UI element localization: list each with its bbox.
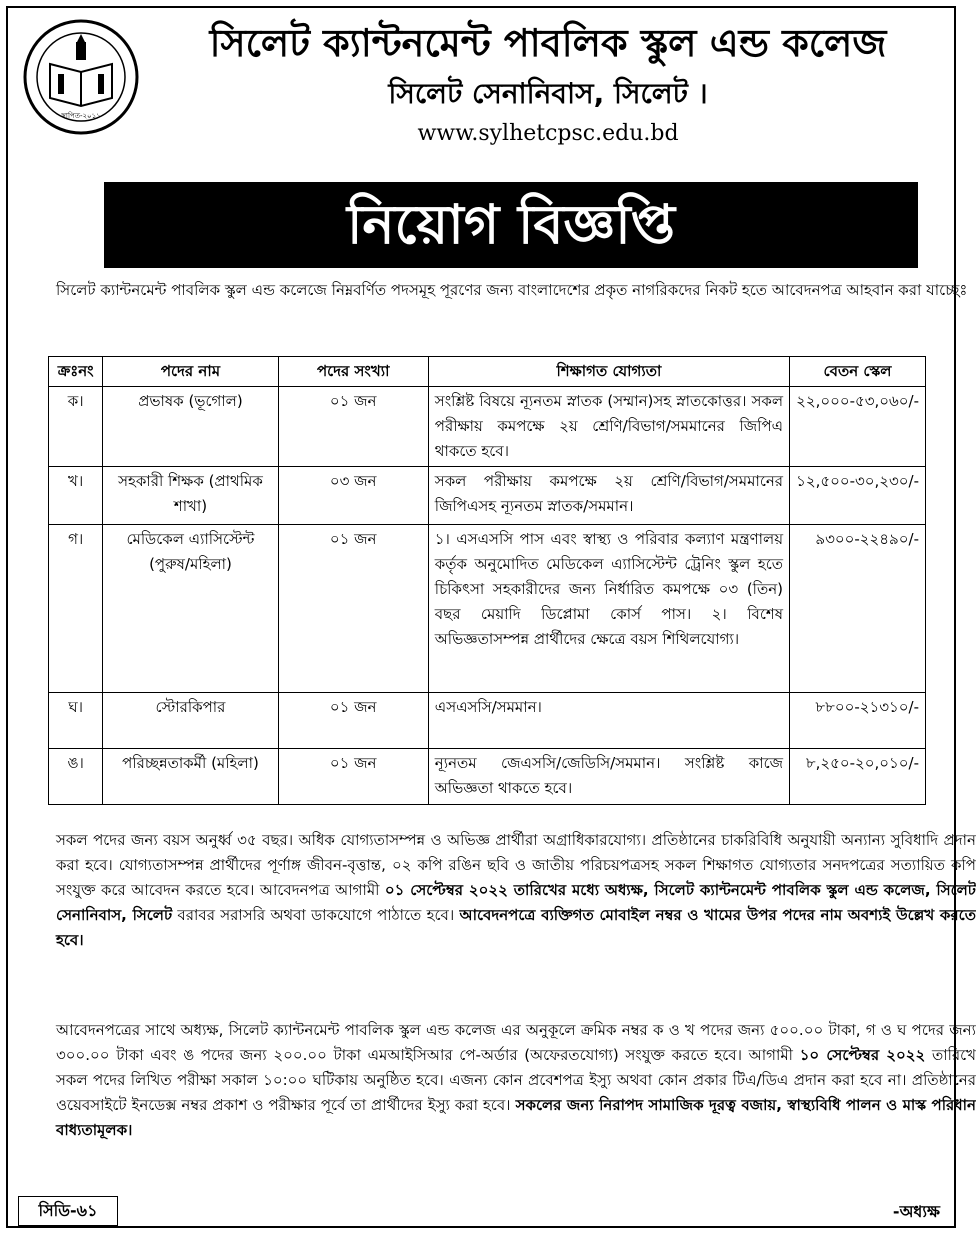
header-serial: ক্রঃনং (49, 357, 103, 387)
row-qualification: এসএসসি/সমমান। (428, 693, 789, 749)
table-row (49, 387, 926, 467)
row-pay-scale: ৮৮০০-২১৩১০/- (790, 693, 926, 749)
table-row (49, 749, 926, 805)
row-post-name: প্রভাষক (ভূগোল) (103, 387, 278, 467)
row-post-count: ০১ জন (278, 749, 428, 805)
paragraph-1 (20, 278, 976, 303)
school-website[interactable]: www.sylhetcpsc.edu.bd (417, 121, 679, 146)
header-pay-scale: বেতন স্কেল (790, 357, 926, 387)
row-post-count: ০১ জন (278, 387, 428, 467)
health-note: সকলের জন্য নিরাপদ সামাজিক দূরত্ব বজায়, স্বাস্থ্যবিধি পালন ও মাস্ক পরিধান বাধ্যতামূলক। (56, 1096, 976, 1139)
row-serial: গ। (49, 525, 103, 693)
row-post-count: ০১ জন (278, 693, 428, 749)
school-seal-logo (22, 18, 140, 136)
posts-table (48, 356, 926, 805)
deadline-text: ০১ সেপ্টেম্বর ২০২২ তারিখের মধ্যে অধ্যক্ষ, সিলেট ক্যান্টনমেন্ট পাবলিক স্কুল এন্ড কলেজ, সিলেট সেনানিবাস, সিলেট (56, 881, 976, 924)
mandatory-note: আবেদনপত্রে ব্যক্তিগত মোবাইল নম্বর ও খামের উপর পদের নাম অবশ্যই উল্লেখ করতে হবে। (56, 906, 976, 949)
paragraph-number (20, 828, 56, 853)
paragraph-3 (20, 1018, 976, 1143)
row-post-name: স্টোরকিপার (103, 693, 278, 749)
paragraph-2 (20, 828, 976, 953)
row-post-count: ০১ জন (278, 525, 428, 693)
row-pay-scale: ৯৩০০-২২৪৯০/- (790, 525, 926, 693)
table-row (49, 693, 926, 749)
row-qualification: সকল পরীক্ষায় কমপক্ষে ২য় শ্রেণি/বিভাগ/সমমানের জিপিএসহ ন্যূনতম স্নাতক/সমমান। (428, 467, 789, 525)
row-serial: ঘ। (49, 693, 103, 749)
row-serial: ঙ। (49, 749, 103, 805)
table-row (49, 467, 926, 525)
row-post-name: সহকারী শিক্ষক (প্রাথমিক শাখা) (103, 467, 278, 525)
table-row (49, 525, 926, 693)
paragraph-text-a: সকল পদের জন্য বয়স অনুর্ধ্ব ৩৫ বছর। অধিক যোগ্যতাসম্পন্ন ও অভিজ্ঞ প্রার্থীরা অগ্রাধিকারযোগ্য। প্রতিষ্ঠানের চাকরিবিধি অনুযায়ী অন্যান্য সুবিধাদি প্রদান করা হবে। যোগ্যতাসম্পন্ন প্রার্থীদের পূর্ণাঙ্গ জীবন-বৃত্তান্ত, ০২ কপি রঙিন ছবি ও জাতীয় পরিচয়পত্রসহ সকল শিক্ষাগত যোগ্যতার সনদপত্রের সত্যায়িত কপি সংযুক্ত করে আবেদন করতে হবে। আবেদনপত্র আগামী (56, 831, 976, 899)
row-qualification: সংশ্লিষ্ট বিষয়ে ন্যূনতম স্নাতক (সম্মান)সহ স্নাতকোত্তর। সকল পরীক্ষায় কমপক্ষে ২য় শ্রেণি/বিভাগ/সমমানের জিপিএ থাকতে হবে। (428, 387, 789, 467)
row-pay-scale: ৮,২৫০-২০,০১০/- (790, 749, 926, 805)
recruitment-notice-banner: নিয়োগ বিজ্ঞপ্তি (104, 182, 918, 268)
header-post-name: পদের নাম (103, 357, 278, 387)
table-header-row (49, 357, 926, 387)
paragraph-number (20, 1018, 56, 1043)
notice-page (6, 6, 976, 1228)
exam-date: ১০ সেপ্টেম্বর ২০২২ (799, 1046, 926, 1064)
row-qualification: ন্যূনতম জেএসসি/জেডিসি/সমমান। সংশ্লিষ্ট কাজে অভিজ্ঞতা থাকতে হবে। (428, 749, 789, 805)
paragraph-text-a: আবেদনপত্রের সাথে অধ্যক্ষ, সিলেট ক্যান্টনমেন্ট পাবলিক স্কুল এন্ড কলেজ এর অনুকূলে ক্রমিক নম্বর ক ও খ পদের জন্য ৫০০.০০ টাকা, গ ও ঘ পদের জন্য ৩০০.০০ টাকা এবং ঙ পদের জন্য ২০০.০০ টাকা এমআইসিআর পে-অর্ডার (অফেরতযোগ্য) সংযুক্ত করতে হবে। আগামী (56, 1021, 976, 1064)
paragraph-number (20, 278, 56, 303)
row-post-name: পরিচ্ছন্নতাকর্মী (মহিলা) (103, 749, 278, 805)
row-serial: ক। (49, 387, 103, 467)
principal-signature: -অধ্যক্ষ (892, 1202, 940, 1221)
notice-code: সিডি-৬১ (18, 1196, 118, 1226)
seal-year-text: স্থাপিত-২০১১ (61, 112, 101, 120)
school-name: সিলেট ক্যান্টনমেন্ট পাবলিক স্কুল এন্ড কলেজ (209, 21, 887, 65)
row-qualification: ১। এসএসসি পাস এবং স্বাস্থ্য ও পরিবার কল্যাণ মন্ত্রণালয় কর্তৃক অনুমোদিত মেডিকেল এ্যাসিস্টেন্ট ট্রেনিং স্কুল হতে চিকিৎসা সহকারীদের জন্য নির্ধারিত কমপক্ষে ০৩ (তিন) বছর মেয়াদি ডিপ্লোমা কোর্স পাস। ২। বিশেষ অভিজ্ঞতাসম্পন্ন প্রার্থীদের ক্ষেত্রে বয়স শিথিলযোগ্য। (428, 525, 789, 693)
header-qualification: শিক্ষাগত যোগ্যতা (428, 357, 789, 387)
row-serial: খ। (49, 467, 103, 525)
school-address: সিলেট সেনানিবাস, সিলেট । (388, 77, 708, 110)
row-pay-scale: ২২,০০০-৫৩,০৬০/- (790, 387, 926, 467)
paragraph-text: সিলেট ক্যান্টনমেন্ট পাবলিক স্কুল এন্ড কলেজে নিম্নবর্ণিত পদসমূহ পূরণের জন্য বাংলাদেশের প্রকৃত নাগরিকদের নিকট হতে আবেদনপত্র আহবান করা যাচ্ছেঃ (56, 281, 968, 299)
row-pay-scale: ১২,৫০০-৩০,২৩০/- (790, 467, 926, 525)
row-post-name: মেডিকেল এ্যাসিস্টেন্ট (পুরুষ/মহিলা) (103, 525, 278, 693)
row-post-count: ০৩ জন (278, 467, 428, 525)
paragraph-text-c: তারিখে সকল পদের লিখিত পরীক্ষা সকাল ১০:০০ ঘটিকায় অনুষ্ঠিত হবে। এজন্য কোন প্রবেশপত্র ইস্যু অথবা কোন প্রকার টিএ/ডিএ প্রদান করা হবে না। প্রতিষ্ঠানের ওয়েবসাইটে ইনডেক্স নম্বর প্রকাশ ও পরীক্ষার পূর্বে তা প্রার্থীদের ইস্যু করা হবে। (56, 1046, 976, 1114)
header-post-count: পদের সংখ্যা (278, 357, 428, 387)
paragraph-text-c: বরাবর সরাসরি অথবা ডাকযোগে পাঠাতে হবে। (177, 906, 455, 924)
